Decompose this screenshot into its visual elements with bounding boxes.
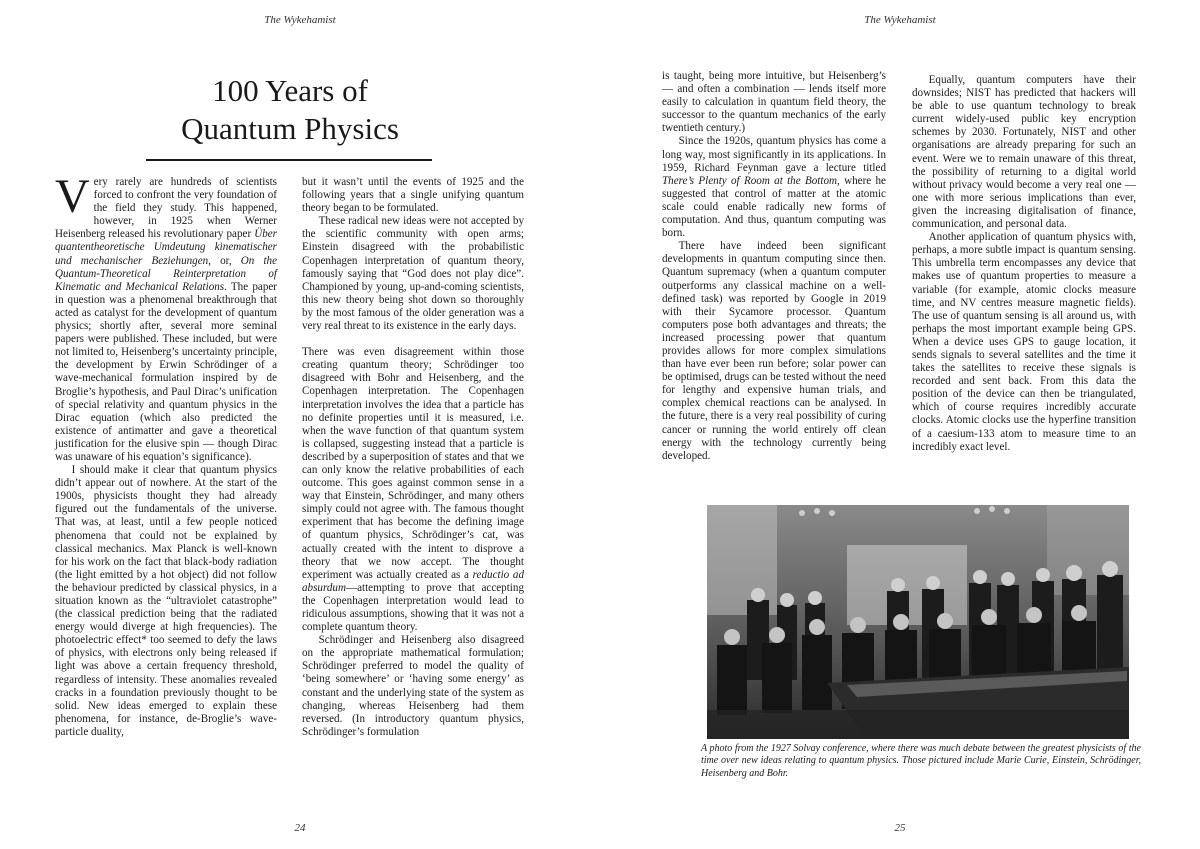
column-2 xyxy=(302,176,524,739)
col3-p2-text-b: , where he suggested that control of matter at the atomic scale could enable radically new forms of computation. And thus, quantum computing was born. xyxy=(662,174,886,240)
title-rule xyxy=(146,159,432,161)
column-4 xyxy=(912,74,1136,454)
title-line-2: Quantum Physics xyxy=(181,111,399,146)
col2-paragraph-4: Schrödinger and Heisenberg also disagreed on the appropriate mathematical formulation; Schrödinger preferred to model the quality of ‘being somewhere’ or ‘having some energy’ as constant and the underlying state of the system as changing, whereas Heisenberg had them reversed. (In introductory quantum physics, Schrödinger’s formulation xyxy=(302,634,524,738)
col1-paragraph-1 xyxy=(55,170,278,464)
photo-illustration xyxy=(707,505,1129,739)
running-head-right: The Wykehamist xyxy=(864,14,936,26)
col3-p2-lecture-title: There’s Plenty of Room at the Bottom xyxy=(662,174,838,187)
running-head-left: The Wykehamist xyxy=(264,14,336,26)
col2-paragraph-3 xyxy=(302,346,524,634)
col3-paragraph-1: is taught, being more intuitive, but Heisenberg’s — and often a combination — lends itself more easily to calculation in quantum field theory, the successor to the quantum mechanics of the early twentieth century.) xyxy=(662,70,886,135)
col1-p1-text-c: . The paper in question was a phenomenal breakthrough that acted as catalyst for the development of quantum physics; shortly after, several more seminal papers were published. These included, but were not limited to, Heisenberg’s uncertainty principle, the development by Erwin Schrödinger of a wave-mechanical formulation inspired by de Broglie’s hypothesis, and Paul Dirac’s unification of special relativity and quantum physics in the Dirac equation (which also predicted the existence of antimatter and gave a theoretical justification for the elusive spin — though Dirac was unaware of his equation’s significance). xyxy=(55,280,277,463)
photo-caption: A photo from the 1927 Solvay conference, where there was much debate between the greatest physicists of the time over new ideas relating to quantum physics. Those pictured include Marie Curie, Einstein, Schrödinger, Heisenberg and Bohr. xyxy=(701,743,1141,779)
solvay-conference-photo xyxy=(707,505,1129,739)
col2-paragraph-1: but it wasn’t until the events of 1925 and the following years that a single unifying quantum theory began to be formulated. xyxy=(302,176,524,215)
col2-p3-text-a: There was even disagreement within those creating quantum theory; Schrödinger too disagreed with Bohr and Heisenberg, and the Copenhagen interpretation. The Copenhagen interpretation involves the idea that a particle has no definite properties until it is measured, i.e. when the wave function of that quantum system is collapsed, suggesting instead that a particle is described by a superposition of states and that we can only know the relative probabilities of each outcome. This goes against common sense in a way that Einstein, Schrödinger, and many others simply could not agree with. The famous thought experiment that has become the defining image of quantum physics, Schrödinger’s cat, was actually created with the intent to disprove a theory that we now accept. The thought experiment was actually created as a xyxy=(302,346,524,581)
column-1 xyxy=(55,170,278,739)
col4-paragraph-2: Another application of quantum physics with, perhaps, a more subtle impact is quantum sensing. This umbrella term encompasses any device that makes use of quantum properties to measure a variable (for example, atomic clocks measure time, and NV centres measure magnetic fields). The use of quantum sensing is all around us, with perhaps the most important example being GPS. When a device uses GPS to gauge location, it sends signals to several satellites and the time it takes the satellites to receive these signals is recorded and sent back. From this data the position of the device can then be triangulated, which of course requires incredibly accurate clocks. Atomic clocks use the hyperfine transition of a caesium-133 atom to measure time to an incredibly exact level. xyxy=(912,231,1136,453)
page-number-left: 24 xyxy=(294,822,306,834)
page-number-right: 25 xyxy=(894,822,906,834)
col1-p1-text-b: , or, xyxy=(208,254,241,267)
col4-paragraph-1: Equally, quantum computers have their downsides; NIST has predicted that hackers will be able to use quantum technology to break current widely-used public key encryption schemes by 2030. Fortunately, NIST and other organisations are already preparing for such an event. Were we to remain unaware of this threat, the possibility of returning to a digital world without privacy would become a very real one — one with more serious implications than ever, given the increasing digitalisation of finance, communication, and personal data. xyxy=(912,74,1136,231)
col3-paragraph-2 xyxy=(662,135,886,240)
col2-paragraph-2: These radical new ideas were not accepted by the scientific community with open arms; Einstein disagreed with the probabilistic Copenhagen interpretation of quantum theory, famously saying that “God does not play dice”. Championed by young, up-and-coming scientists, this new theory being shot down so thoroughly by the most famous of the older generation was a very real threat to its existence in the early days. xyxy=(302,215,524,333)
col2-p3-text-b: —attempting to prove that accepting the Copenhagen interpretation would lead to ridiculous assumptions, showing that it was not a complete quantum theory. xyxy=(302,581,524,634)
col1-p1-english-title: On the Quantum-Theoretical Reinterpretation of Kinematic and Mechanical Relations xyxy=(55,254,278,293)
column-3 xyxy=(662,70,886,463)
col3-paragraph-3: There have indeed been significant developments in quantum computing since then. Quantum supremacy (when a quantum computer outperforms any classical machine on a well-defined task) was reported by Google in 2019 with their Sycamore processor. Quantum computers pose both advantages and threats; the increased processing power that quantum provides allows for more complex simulations than have ever been run before; solar power can be optimised, drugs can be tested without the need for lengthy and expensive human trials, and complex chemical reactions can be analysed. In the future, there is a very real possibility of curing cancer or running the world entirely off clean energy with the technology currently being developed. xyxy=(662,240,886,462)
title-line-1: 100 Years of xyxy=(212,73,368,108)
drop-cap: V xyxy=(55,170,90,223)
col2-p3-latin: reductio ad absurdum xyxy=(302,568,524,594)
col1-paragraph-2: I should make it clear that quantum physics didn’t appear out of nowhere. At the start of the 1900s, physicists thought they had already figured out the fundamentals of the universe. That was, at least, until a few people noticed phenomena that could not be explained by classical mechanics. Max Planck is well-known for his work on the fact that black-body radiation (the light emitted by a hot object) did not follow the behaviour predicted by classical physics, in a situation known as the “ultraviolet catastrophe” (the classical prediction being that the radiated energy would diverge at high frequencies). The photoelectric effect* too seemed to defy the laws of physics, with electrons only being released if light was above a certain frequency threshold, regardless of intensity. These anomalies revealed cracks in a foundation previously thought to be solid. New ideas emerged to explain these phenomena, for instance, de-Broglie’s wave-particle duality, xyxy=(55,464,277,738)
col1-p1-german-title: Über quantentheoretische Umdeutung kinematischer und mechanischer Beziehungen xyxy=(55,228,277,267)
photo-floor xyxy=(707,710,1129,739)
right-page xyxy=(600,0,1200,849)
article-title xyxy=(140,72,440,148)
col1-p1-text-a: ery rarely are hundreds of scientists forced to confront the very foundation of the field they study. This happened, however, in 1925 when Werner Heisenberg released his revolutionary paper xyxy=(55,176,277,241)
photo-window-left xyxy=(707,505,777,615)
col3-p2-text-a: Since the 1920s, quantum physics has come a long way, most significantly in its applications. In 1959, Richard Feynman gave a lecture titled xyxy=(662,135,886,174)
